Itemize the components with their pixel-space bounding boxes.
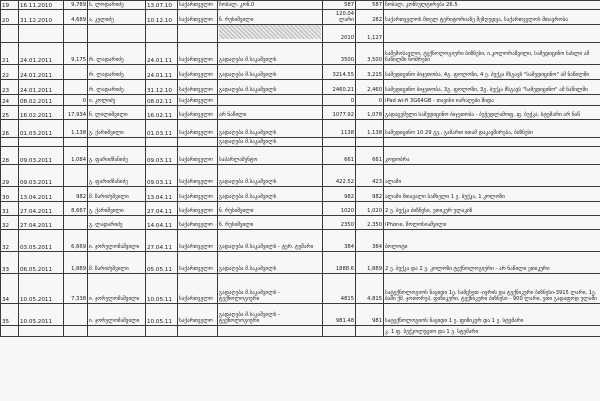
amount-cell: 982 [64,186,88,201]
row-number-cell: 20 [1,10,19,25]
description-cell: გადაცემული სამედიცინო ბიჯეთობა - ბეჭედლამოფ, ფ. ბუქკა, სტუმარი არ ნაწ [384,105,600,119]
object-cell: ჩობალ. კონ.0 [218,1,323,10]
object-cell: გადაღება მ.საკაშვილს - ტექნოლოგიური [218,303,323,325]
description-cell: სატექნოლოგიოს ნაყიდი 1 ე. ფიზიკურ და 1 ე. სტუმარი [384,303,600,325]
table-row [1,105,600,119]
amount-cell [64,215,88,229]
table-row [1,164,600,186]
document-date-cell: 05.05.11 [146,251,178,273]
document-date-cell: 27.04.11 [146,201,178,215]
value-cell: 2460.21 [323,79,356,94]
buyer-cell: საქართველო [178,94,218,105]
description-cell: 2 ე. ბუქკა და 2 ე. კოლოზი ტექნოლოგიური - არ ნაწილი ეთიკური [384,251,600,273]
description-cell: 2 ე. ბუქკა ბიზნესი, ეთიკურ ულაკიზ [384,201,600,215]
description-cell: iPhone, შოლოსიაშვილი [384,215,600,229]
buyer-cell [178,325,218,336]
person-cell: ს. ლოდარიძე [88,1,146,10]
description-cell: სამედიცინო 10.29 გვ., გამართ ითამ დაკავშირება, ბიზნესი [384,119,600,137]
document-date-cell: 24.01.11 [146,64,178,79]
amount-cell: 6,669 [64,229,88,251]
person-cell [88,137,146,146]
rounded-value-cell: 2,460 [356,79,384,94]
description-cell [384,25,600,43]
person-cell: ი. ჯორელომაშვილი [88,273,146,303]
person-cell: გ. ქარიშვილი [88,201,146,215]
object-cell: საპარლამენტო [218,146,323,164]
person-cell: გ. ფარიძმანიძე [88,164,146,186]
object-cell [218,325,323,336]
object-cell: გადაღება მ.საკაშვილს [218,186,323,201]
amount-cell [64,325,88,336]
rounded-value-cell [356,137,384,146]
buyer-cell [178,25,218,43]
value-cell: 1138 [323,119,356,137]
document-date-cell: 09.03.11 [146,146,178,164]
table-row [1,201,600,215]
object-cell: ნ. რუსიშვილი [218,201,323,215]
table-row [1,94,600,105]
date-cell [19,25,64,43]
document-date-cell [146,25,178,43]
object-cell: გადაღება მ.საკაშვილს - ტერ. ტუშარი [218,229,323,251]
value-cell: 384 [323,229,356,251]
object-cell: გადაღება მ.საკაშვილს [218,164,323,186]
row-number-cell: 19 [1,1,19,10]
document-date-cell: 08.02.11 [146,94,178,105]
amount-cell [64,25,88,43]
date-cell: 10.05.2011 [19,303,64,325]
table-row [1,273,600,303]
rounded-value-cell: 981 [356,303,384,325]
date-cell [19,137,64,146]
table-row [1,251,600,273]
table-row [1,215,600,229]
rounded-value-cell: 1,020 [356,201,384,215]
row-number-cell: 29 [1,164,19,186]
value-cell: 4815 [323,273,356,303]
object-cell: გადაღება მ.საკაშვილს - ტექნოლოგიური [218,273,323,303]
buyer-cell: საქართველო [178,303,218,325]
table-row [1,10,600,25]
table-row [1,146,600,164]
document-date-cell: 14.04.11 [146,215,178,229]
table-row [1,64,600,79]
document-date-cell: 13.04.11 [146,186,178,201]
document-date-cell: 01.03.11 [146,119,178,137]
person-cell: ნ. ლილიშვილი [88,105,146,119]
rounded-value-cell [356,325,384,336]
description-cell: ალამი მთავალი სამხელი 1 ე. ბუქკა, 1 კოლოზი [384,186,600,201]
table-row [1,1,600,10]
rounded-value-cell: 1,127 [356,25,384,43]
date-cell: 06.05.2011 [19,251,64,273]
person-cell: ი. ჯორელომაშვილი [88,229,146,251]
document-date-cell: 27.04.11 [146,229,178,251]
description-cell: ჩობალ, კონსულტირება 26.5 [384,1,600,10]
amount-cell: 4,689 [64,10,88,25]
document-date-cell [146,137,178,146]
person-cell [88,325,146,336]
document-date-cell: 13.07.10 [146,1,178,10]
buyer-cell: საქართველო [178,64,218,79]
object-cell: გადაღება მ.საკაშვილს [218,119,323,137]
value-cell: 120.04 ლარი [323,10,356,25]
date-cell: 09.03.2011 [19,164,64,186]
amount-cell: 1,084 [64,146,88,164]
person-cell: ა. კელიძე [88,10,146,25]
buyer-cell: საქართველო [178,215,218,229]
description-cell: კ. 1 ფ. ბუქკოლუციო და 1 ე. სტუმარი [384,325,600,336]
row-number-cell: 35 [1,303,19,325]
row-number-cell [1,137,19,146]
value-cell: 3214.55 [323,64,356,79]
buyer-cell: საქართველო [178,10,218,25]
object-cell: არ ნაწილი [218,105,323,119]
object-cell [218,25,323,43]
row-number-cell: 33 [1,251,19,273]
date-cell: 27.04.2011 [19,215,64,229]
buyer-cell [178,137,218,146]
table-row [1,186,600,201]
description-cell: სატექნოლოგიოს ნაყიდი 1ე. სამცხეთ -ივრის და ტექნიკური ბიზნესი-3915 ლარი, 1ე. ბაში ქმ. ჯოთორეპ, ფიზიკური, ტექნიკური ბიზნესი - 900 ლარი, ეთი გადაფოდ ულამი [384,273,600,303]
table-row [1,119,600,137]
date-cell: 24.01.2011 [19,64,64,79]
description-cell: საქართველოს მთელ ტერიტორიაზე შეზღუდვა, საქართველოს მთავრობა [384,10,600,25]
buyer-cell: საქართველო [178,79,218,94]
description-cell: საშემოსავლო, ტექნოლოგიური ბიზნესი, ი.კოლორაშვილი, სამედიცინო სახლი ამ ნაწილში ნომრები [384,42,600,64]
rounded-value-cell: 384 [356,229,384,251]
document-date-cell: 09.03.11 [146,164,178,186]
document-date-cell: 10.12.10 [146,10,178,25]
row-number-cell: 34 [1,273,19,303]
rounded-value-cell: 1,138 [356,119,384,137]
description-cell [384,137,600,146]
object-cell: გადაღება მ.საკაშვილს [218,42,323,64]
amount-cell: 9,789 [64,1,88,10]
object-cell: გადაღება მ.საკაშვილს [218,64,323,79]
row-number-cell: 30 [1,186,19,201]
value-cell: 3500 [323,42,356,64]
document-date-cell: 24.01.11 [146,42,178,64]
amount-cell: 9,175 [64,42,88,64]
rounded-value-cell: 587 [356,1,384,10]
stamp-mark [219,25,321,39]
person-cell: რ. ლადარიძე [88,42,146,64]
value-cell: 1077.92 [323,105,356,119]
value-cell: 982 [323,186,356,201]
amount-cell [64,303,88,325]
rounded-value-cell: 3,500 [356,42,384,64]
amount-cell [64,64,88,79]
description-cell: ალამი [384,164,600,186]
person-cell: ი. ჯორელომაშვილი [88,303,146,325]
date-cell: 01.03.2011 [19,119,64,137]
document-date-cell [146,325,178,336]
person-cell: გ. ქარიშვილი [88,119,146,137]
person-cell: მ. ზარიძეშვილი [88,186,146,201]
date-cell: 09.03.2011 [19,146,64,164]
date-cell: 13.04.2011 [19,186,64,201]
rounded-value-cell: 661 [356,146,384,164]
table-row [1,229,600,251]
value-cell: 1020 [323,201,356,215]
row-number-cell [1,25,19,43]
amount-cell [64,164,88,186]
row-number-cell: 32 [1,229,19,251]
ledger-body [1,1,600,337]
value-cell [323,137,356,146]
amount-cell [64,79,88,94]
rounded-value-cell: 423 [356,164,384,186]
description-cell: სამედიცინო ბიჯეთობა, 3გ. ფოლოზი, 3გ. ბუქკა მსგავს "სამედიცინო" ამ ნაწილში [384,79,600,94]
description-cell: სამედიცინო ბიჯეთობა, 4გ. ფოლოზი, 4 ე. ბუქკა მსგავს "სამედიცინო" ამ ნაწილში [384,64,600,79]
amount-cell: 8,667 [64,201,88,215]
buyer-cell: საქართველო [178,119,218,137]
value-cell [323,325,356,336]
description-cell: კოდობრა [384,146,600,164]
object-cell: გადაღება მ.საკაშვილს [218,137,323,146]
rounded-value-cell: 282 [356,10,384,25]
table-row [1,79,600,94]
value-cell: 981.48 [323,303,356,325]
document-date-cell: 10.05.11 [146,303,178,325]
rounded-value-cell: 3,215 [356,64,384,79]
date-cell: 16.11.2010 [19,1,64,10]
document-date-cell: 16.02.11 [146,105,178,119]
table-row [1,325,600,336]
person-cell: ი. კოლიძე [88,94,146,105]
amount-cell [64,137,88,146]
rounded-value-cell: 982 [356,186,384,201]
person-cell: გ. ფარიძმანიძე [88,146,146,164]
buyer-cell: საქართველო [178,146,218,164]
value-cell: 587 [323,1,356,10]
row-number-cell: 23 [1,79,19,94]
person-cell: რ. ლადარიძე [88,64,146,79]
buyer-cell: საქართველო [178,273,218,303]
amount-cell: 1,889 [64,251,88,273]
person-cell: გ. ლადარიძე [88,215,146,229]
amount-cell: 1,138 [64,119,88,137]
rounded-value-cell: 2,350 [356,215,384,229]
description-cell: iPad wi-fi 3G64GB - თავისი იარაღები შიდა [384,94,600,105]
date-cell: 31.12.2010 [19,10,64,25]
value-cell: 661 [323,146,356,164]
row-number-cell: 26 [1,119,19,137]
row-number-cell: 22 [1,64,19,79]
document-date-cell: 10.05.11 [146,273,178,303]
table-row [1,42,600,64]
row-number-cell [1,325,19,336]
buyer-cell: საქართველო [178,42,218,64]
value-cell: 0 [323,94,356,105]
amount-cell: 17,934 [64,105,88,119]
value-cell: 2010 [323,25,356,43]
date-cell: 10.05.2011 [19,273,64,303]
buyer-cell: საქართველო [178,164,218,186]
table-row [1,25,600,43]
object-cell: ნ. რუსიშვილი [218,10,323,25]
row-number-cell: 24 [1,94,19,105]
object-cell [218,94,323,105]
table-row [1,137,600,146]
row-number-cell: 32 [1,215,19,229]
document-date-cell: 31.12.10 [146,79,178,94]
object-cell: ნ. რუსიშვილი [218,215,323,229]
date-cell: 16.02.2011 [19,105,64,119]
date-cell: 24.01.2011 [19,79,64,94]
table-row [1,303,600,325]
person-cell [88,25,146,43]
date-cell: 08.02.2011 [19,94,64,105]
amount-cell: 0 [64,94,88,105]
row-number-cell: 31 [1,201,19,215]
date-cell: 03.05.2011 [19,229,64,251]
row-number-cell: 21 [1,42,19,64]
object-cell: გადაღება მ.საკაშვილს [218,251,323,273]
value-cell: 422.52 [323,164,356,186]
buyer-cell: საქართველო [178,201,218,215]
value-cell: 1888.6 [323,251,356,273]
rounded-value-cell: 1,889 [356,251,384,273]
buyer-cell: საქართველო [178,186,218,201]
date-cell: 24.01.2011 [19,42,64,64]
buyer-cell: საქართველო [178,251,218,273]
buyer-cell: საქართველო [178,105,218,119]
amount-cell: 7,338 [64,273,88,303]
person-cell: რ. ლადარიძე [88,79,146,94]
rounded-value-cell: 1,078 [356,105,384,119]
rounded-value-cell: 0 [356,94,384,105]
rounded-value-cell: 4,815 [356,273,384,303]
row-number-cell: 28 [1,146,19,164]
description-cell: ბოლოტი [384,229,600,251]
object-cell: გადაღება მ.საკაშვილს [218,79,323,94]
date-cell [19,325,64,336]
buyer-cell: საქართველო [178,229,218,251]
value-cell: 2350 [323,215,356,229]
buyer-cell: საქართველო [178,1,218,10]
person-cell: მ. ზარიძეშვილი [88,251,146,273]
date-cell: 27.04.2011 [19,201,64,215]
row-number-cell: 25 [1,105,19,119]
